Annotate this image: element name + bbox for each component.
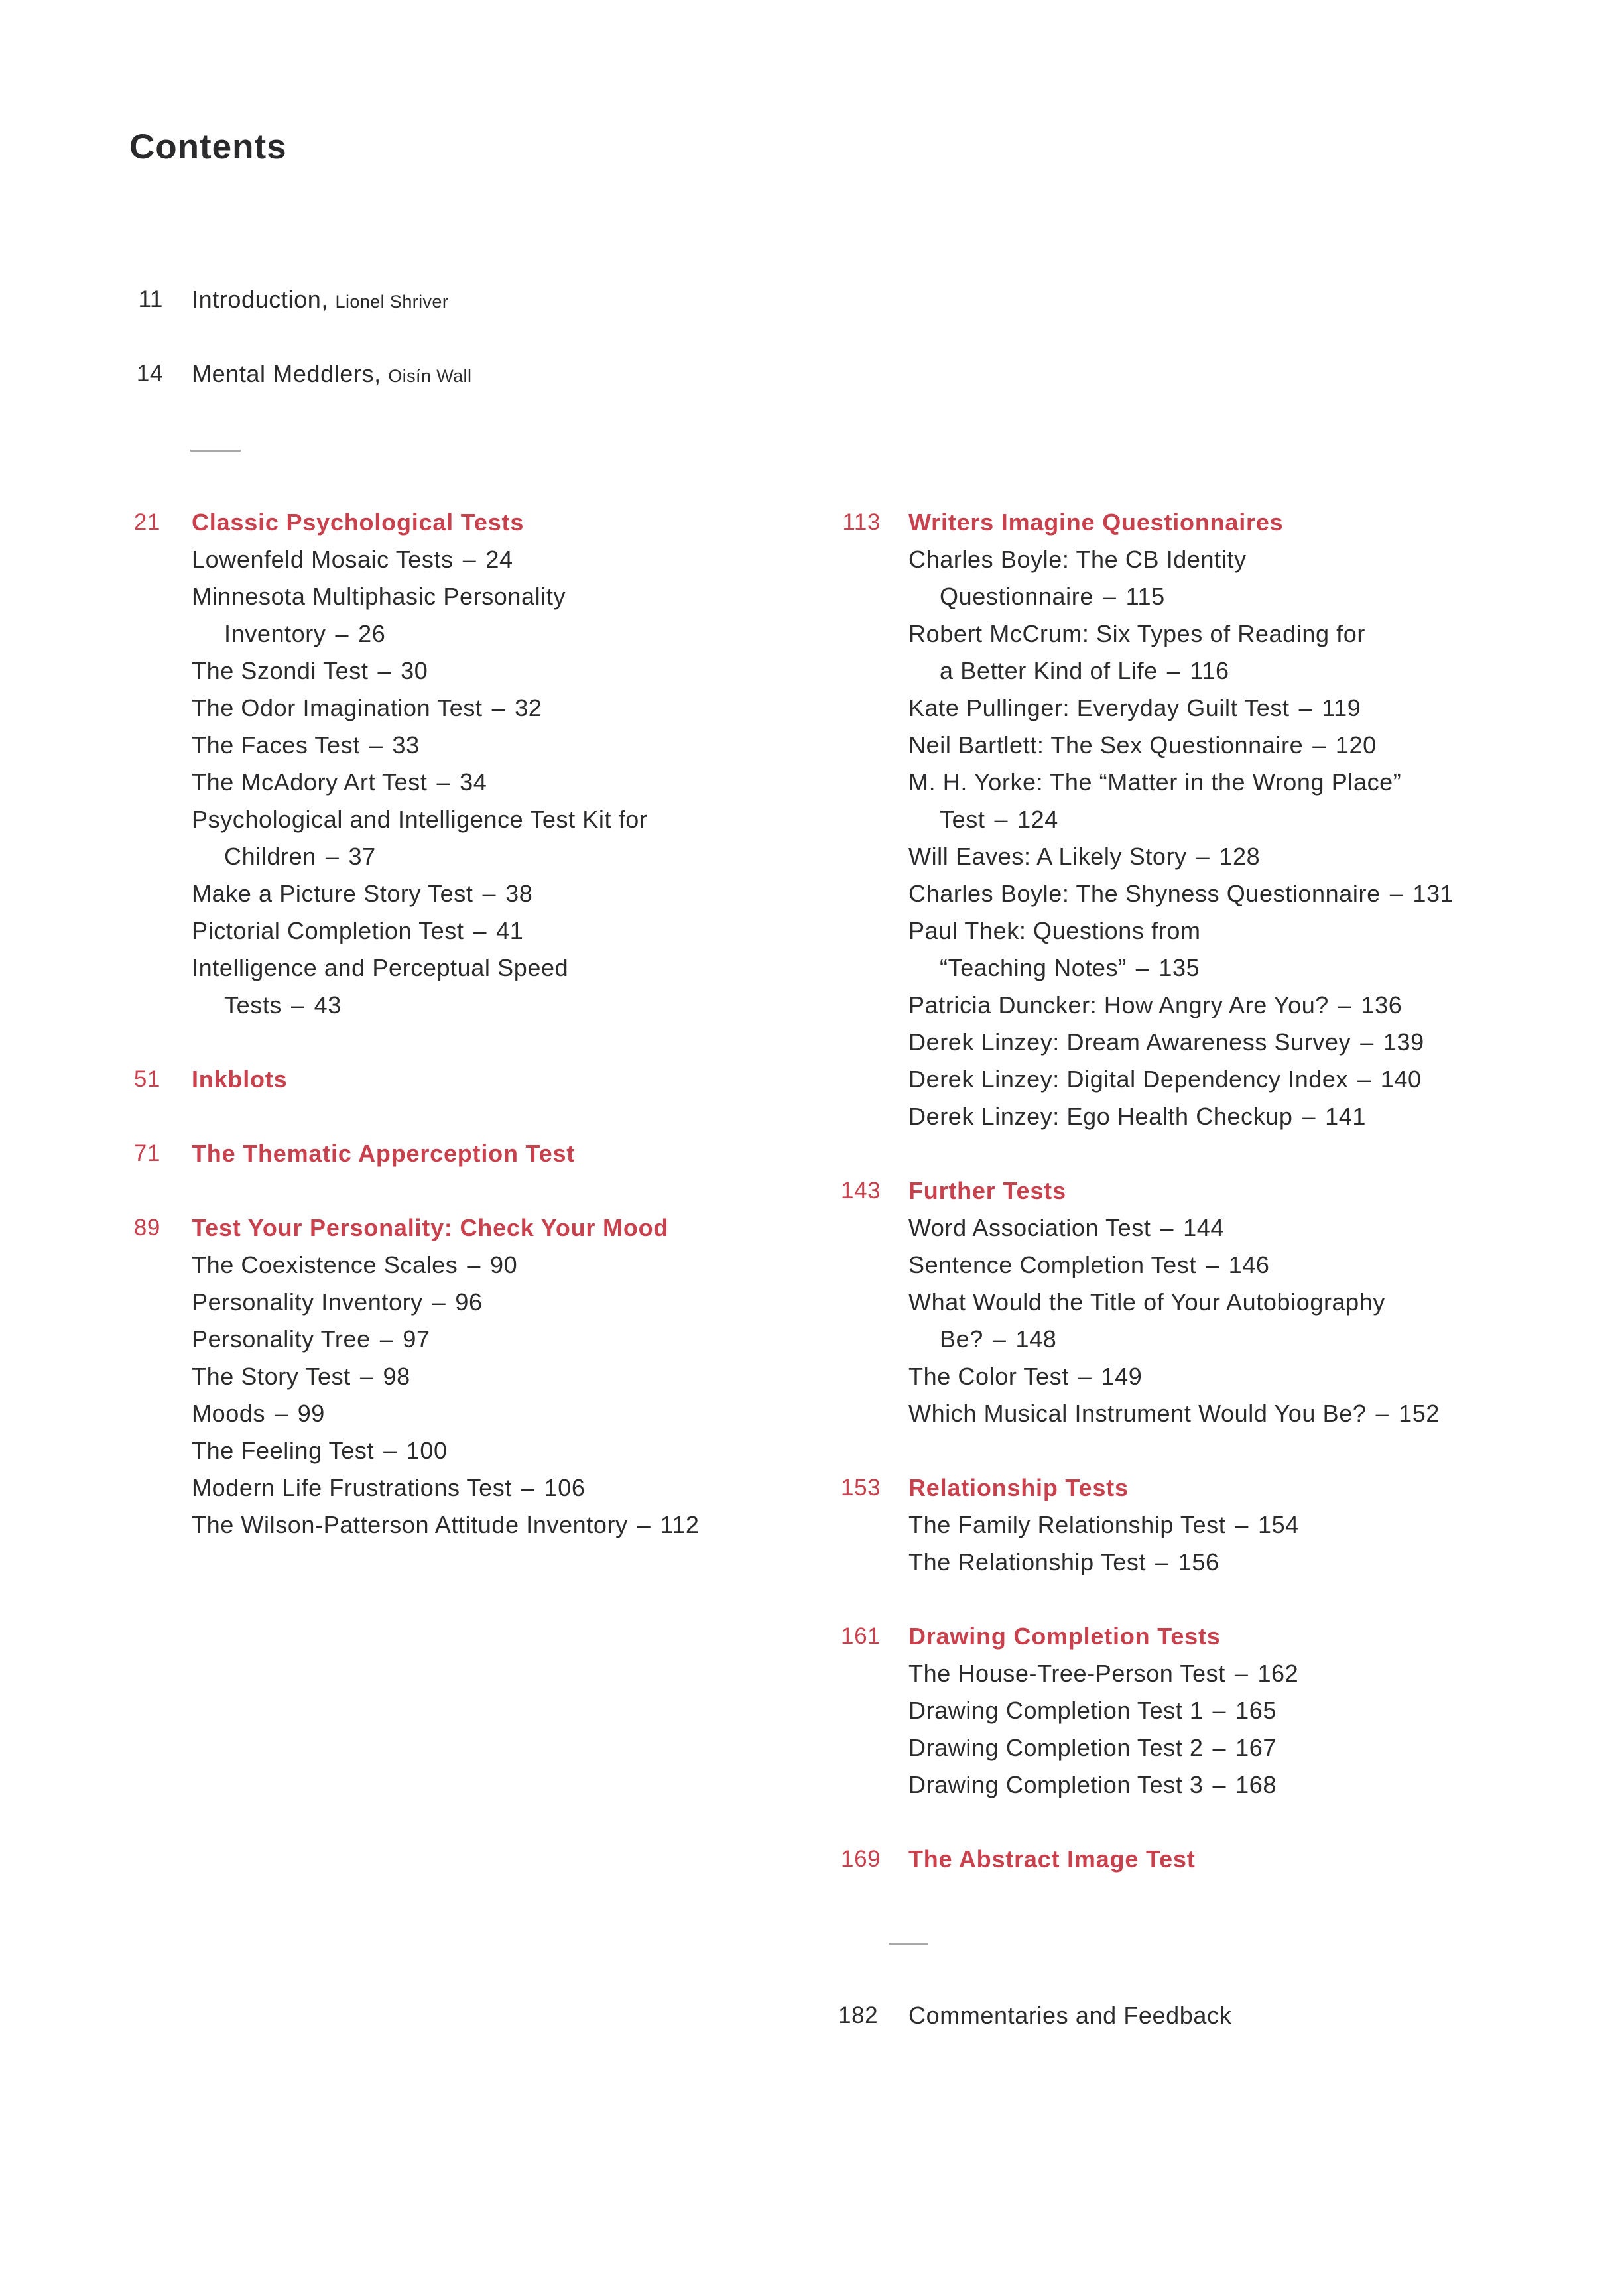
entry-title: Personality Inventory <box>192 1288 423 1316</box>
entry-page-number: 116 <box>1190 657 1229 684</box>
entry-title: Tests <box>224 991 282 1018</box>
separator-dash: – <box>521 1474 535 1501</box>
entry-page-number: 144 <box>1183 1214 1224 1241</box>
toc-entry[interactable] <box>0 1729 1277 1766</box>
entry-page-number: 167 <box>1235 1734 1277 1761</box>
separator-dash: – <box>1206 1251 1219 1278</box>
entry-author: Lionel Shriver <box>335 292 449 312</box>
entry-title: Derek Linzey: Ego Health Checkup <box>908 1103 1293 1130</box>
toc-entry[interactable] <box>0 727 1377 764</box>
section-page-number: 21 <box>133 509 160 535</box>
entry-page-number: 131 <box>1412 880 1454 907</box>
toc-entry[interactable] <box>0 1321 1057 1358</box>
entry-page-number: 135 <box>1158 954 1200 981</box>
entry-title: Inventory <box>224 620 326 647</box>
entry-title: Pictorial Completion Test <box>192 917 464 944</box>
entry-title: The Faces Test <box>192 731 360 759</box>
entry-page-number: 149 <box>1101 1363 1143 1390</box>
toc-entry[interactable] <box>0 1692 1277 1729</box>
entry-page-number: 41 <box>496 917 524 944</box>
entry-title: Personality Tree <box>192 1325 371 1353</box>
entry-title: Drawing Completion Test 2 <box>908 1734 1204 1761</box>
separator-dash: – <box>1155 1548 1169 1575</box>
entry-page-number: 120 <box>1335 731 1377 759</box>
separator-dash: – <box>637 1511 651 1538</box>
toc-entry[interactable] <box>0 801 1058 838</box>
separator-dash: – <box>432 1288 446 1316</box>
entry-page-number: 33 <box>392 731 420 759</box>
separator-dash: – <box>992 1325 1007 1353</box>
separator-dash: – <box>462 546 477 573</box>
entry-title: Intelligence and Perceptual Speed <box>192 954 569 981</box>
entry-page-number: 156 <box>1178 1548 1219 1575</box>
toc-entry[interactable] <box>0 912 1201 950</box>
separator-dash: – <box>1212 1734 1227 1761</box>
entry-title: Children <box>224 843 316 870</box>
separator-dash: – <box>467 1251 481 1278</box>
entry-page-number: 30 <box>401 657 428 684</box>
entry-title: Which Musical Instrument Would You Be? <box>908 1400 1367 1427</box>
entry-page-number: 24 <box>485 546 513 573</box>
entry-title: Questionnaire <box>940 583 1093 610</box>
entry-page-number: 148 <box>1015 1325 1057 1353</box>
separator-dash: – <box>369 731 383 759</box>
entry-title: Derek Linzey: Dream Awareness Survey <box>908 1028 1351 1056</box>
page-number: 14 <box>136 361 163 387</box>
entry-title: Introduction, <box>192 286 328 313</box>
separator-dash: – <box>291 991 305 1018</box>
entry-page-number: 90 <box>490 1251 518 1278</box>
toc-entry-commentaries[interactable] <box>0 1997 1592 2034</box>
separator-dash: – <box>1212 1771 1227 1798</box>
separator-dash: – <box>1302 1103 1316 1130</box>
entry-page-number: 34 <box>460 769 487 796</box>
entry-page-number: 146 <box>1228 1251 1270 1278</box>
entry-title: The Family Relationship Test <box>908 1511 1226 1538</box>
entry-page-number: 139 <box>1383 1028 1424 1056</box>
page-number: 182 <box>838 2003 879 2028</box>
separator-dash: – <box>1312 731 1326 759</box>
separator-dash: – <box>1160 1214 1174 1241</box>
toc-entry[interactable] <box>0 1098 1367 1135</box>
section-page-number: 161 <box>841 1623 881 1649</box>
separator-dash: – <box>1338 991 1352 1018</box>
entry-page-number: 168 <box>1235 1771 1277 1798</box>
entry-page-number: 96 <box>455 1288 483 1316</box>
entry-title: The Feeling Test <box>192 1437 375 1464</box>
toc-entry[interactable] <box>0 764 1402 801</box>
separator-dash: – <box>325 843 340 870</box>
entry-title: The House-Tree-Person Test <box>908 1660 1225 1687</box>
toc-entry-introduction[interactable] <box>0 281 796 318</box>
separator-dash: – <box>1235 1511 1249 1538</box>
section-heading-the-abstract-image-test[interactable] <box>0 1841 1196 1878</box>
entry-page-number: 100 <box>406 1437 448 1464</box>
toc-entry[interactable] <box>0 1766 1277 1804</box>
section-title: Drawing Completion Tests <box>908 1623 1221 1650</box>
entry-title: Modern Life Frustrations Test <box>192 1474 512 1501</box>
entry-title: Drawing Completion Test 3 <box>908 1771 1204 1798</box>
section-page-number: 89 <box>133 1215 160 1241</box>
entry-page-number: 106 <box>544 1474 586 1501</box>
toc-entry[interactable] <box>0 838 1261 875</box>
entry-title: Patricia Duncker: How Angry Are You? <box>908 991 1329 1018</box>
entry-title: Be? <box>940 1325 983 1353</box>
section-heading-the-thematic-apperception-test[interactable] <box>0 1135 796 1172</box>
separator-dash: – <box>491 694 506 721</box>
entry-title: The Szondi Test <box>192 657 369 684</box>
divider-rule <box>889 1943 928 1945</box>
toc-entry[interactable] <box>0 652 1229 690</box>
entry-title: The Wilson-Patterson Attitude Inventory <box>192 1511 628 1538</box>
entry-title: The Odor Imagination Test <box>192 694 483 721</box>
entry-title: Charles Boyle: The CB Identity <box>908 546 1247 573</box>
section-heading-writers-imagine-questionnaires[interactable] <box>0 504 1284 541</box>
entry-title: “Teaching Notes” <box>940 954 1127 981</box>
toc-entry[interactable] <box>0 1544 1219 1581</box>
entry-title: Commentaries and Feedback <box>908 2002 1232 2029</box>
entry-page-number: 38 <box>505 880 533 907</box>
entry-title: The McAdory Art Test <box>192 769 428 796</box>
separator-dash: – <box>1102 583 1117 610</box>
entry-title: Neil Bartlett: The Sex Questionnaire <box>908 731 1304 759</box>
entry-title: The Color Test <box>908 1363 1069 1390</box>
separator-dash: – <box>1196 843 1210 870</box>
toc-entry[interactable] <box>0 615 1365 652</box>
separator-dash: – <box>335 620 349 647</box>
toc-entry[interactable] <box>0 1209 1224 1247</box>
section-page-number: 153 <box>841 1475 881 1501</box>
entry-title: M. H. Yorke: The “Matter in the Wrong Place” <box>908 769 1402 796</box>
entry-title: Test <box>940 806 985 833</box>
separator-dash: – <box>1212 1697 1227 1724</box>
separator-dash: – <box>1357 1066 1371 1093</box>
toc-entry[interactable] <box>0 1507 1299 1544</box>
entry-page-number: 128 <box>1219 843 1261 870</box>
entry-title: The Story Test <box>192 1363 351 1390</box>
entry-title: Drawing Completion Test 1 <box>908 1697 1204 1724</box>
entry-page-number: 136 <box>1361 991 1403 1018</box>
section-title: Relationship Tests <box>908 1474 1129 1501</box>
entry-title: Psychological and Intelligence Test Kit for <box>192 806 648 833</box>
separator-dash: – <box>1078 1363 1092 1390</box>
toc-entry[interactable] <box>0 875 1454 912</box>
section-page-number: 143 <box>841 1178 881 1203</box>
section-title: Further Tests <box>908 1177 1066 1204</box>
separator-dash: – <box>1135 954 1150 981</box>
entry-page-number: 43 <box>314 991 342 1018</box>
section-title: The Abstract Image Test <box>908 1845 1196 1873</box>
entry-page-number: 119 <box>1322 694 1361 721</box>
entry-page-number: 115 <box>1125 583 1165 610</box>
entry-page-number: 99 <box>297 1400 325 1427</box>
separator-dash: – <box>383 1437 397 1464</box>
section-title: Test Your Personality: Check Your Mood <box>192 1214 669 1241</box>
separator-dash: – <box>1375 1400 1390 1427</box>
toc-entry[interactable] <box>0 1061 1422 1098</box>
entry-page-number: 37 <box>348 843 376 870</box>
section-page-number: 113 <box>842 509 881 535</box>
entry-title: The Coexistence Scales <box>192 1251 458 1278</box>
separator-dash: – <box>275 1400 288 1427</box>
separator-dash: – <box>473 917 487 944</box>
page-title: Contents <box>129 127 287 166</box>
entry-page-number: 162 <box>1257 1660 1299 1687</box>
entry-page-number: 32 <box>515 694 542 721</box>
separator-dash: – <box>377 657 392 684</box>
entry-title: Word Association Test <box>908 1214 1151 1241</box>
toc-entry[interactable] <box>0 1024 1424 1061</box>
entry-title: Robert McCrum: Six Types of Reading for <box>908 620 1365 647</box>
section-page-number: 169 <box>841 1846 881 1872</box>
entry-title: Derek Linzey: Digital Dependency Index <box>908 1066 1349 1093</box>
toc-entry[interactable] <box>0 690 1361 727</box>
toc-entry[interactable] <box>0 1284 1385 1321</box>
separator-dash: – <box>1298 694 1313 721</box>
section-page-number: 71 <box>133 1140 160 1166</box>
section-title: Classic Psychological Tests <box>192 509 525 536</box>
divider-rule <box>190 450 241 452</box>
entry-title: a Better Kind of Life <box>940 657 1158 684</box>
toc-entry[interactable] <box>0 1358 1143 1395</box>
separator-dash: – <box>1389 880 1404 907</box>
entry-page-number: 26 <box>358 620 386 647</box>
separator-dash: – <box>359 1363 374 1390</box>
entry-page-number: 98 <box>383 1363 410 1390</box>
entry-page-number: 154 <box>1257 1511 1299 1538</box>
entry-page-number: 152 <box>1399 1400 1440 1427</box>
page-number: 11 <box>138 286 163 312</box>
section-title: The Thematic Apperception Test <box>192 1140 576 1167</box>
entry-title: Sentence Completion Test <box>908 1251 1196 1278</box>
entry-title: Charles Boyle: The Shyness Questionnaire <box>908 880 1381 907</box>
entry-title: Will Eaves: A Likely Story <box>908 843 1187 870</box>
toc-entry[interactable] <box>0 1247 1270 1284</box>
entry-title: What Would the Title of Your Autobiography <box>908 1288 1385 1316</box>
separator-dash: – <box>436 769 451 796</box>
entry-page-number: 141 <box>1325 1103 1367 1130</box>
entry-title: Moods <box>192 1400 266 1427</box>
entry-title: Minnesota Multiphasic Personality <box>192 583 566 610</box>
toc-entry[interactable] <box>0 1395 1440 1432</box>
toc-entry[interactable] <box>0 950 1200 987</box>
entry-page-number: 124 <box>1017 806 1058 833</box>
section-title: Writers Imagine Questionnaires <box>908 509 1284 536</box>
toc-entry[interactable] <box>0 987 1403 1024</box>
section-heading-drawing-completion-tests[interactable] <box>0 1618 1221 1655</box>
separator-dash: – <box>1360 1028 1374 1056</box>
section-heading-further-tests[interactable] <box>0 1172 1066 1209</box>
entry-page-number: 165 <box>1235 1697 1277 1724</box>
entry-page-number: 140 <box>1380 1066 1422 1093</box>
entry-title: Make a Picture Story Test <box>192 880 473 907</box>
entry-title: Lowenfeld Mosaic Tests <box>192 546 454 573</box>
separator-dash: – <box>379 1325 394 1353</box>
entry-title: Kate Pullinger: Everyday Guilt Test <box>908 694 1290 721</box>
toc-entry[interactable] <box>0 541 1247 578</box>
entry-page-number: 112 <box>660 1511 700 1538</box>
section-title: Inkblots <box>192 1066 288 1093</box>
section-page-number: 51 <box>133 1066 160 1092</box>
entry-author: Oisín Wall <box>388 366 472 386</box>
toc-entry-mental-meddlers[interactable] <box>0 355 796 393</box>
entry-title: Mental Meddlers, <box>192 360 381 387</box>
separator-dash: – <box>994 806 1009 833</box>
entry-page-number: 97 <box>403 1325 430 1353</box>
toc-entry[interactable] <box>0 1655 1299 1692</box>
entry-title: Paul Thek: Questions from <box>908 917 1201 944</box>
toc-entry[interactable] <box>0 1432 796 1469</box>
section-heading-relationship-tests[interactable] <box>0 1469 1129 1507</box>
separator-dash: – <box>1166 657 1181 684</box>
separator-dash: – <box>1234 1660 1249 1687</box>
toc-entry[interactable] <box>0 578 1165 615</box>
entry-title: The Relationship Test <box>908 1548 1147 1575</box>
separator-dash: – <box>482 880 497 907</box>
